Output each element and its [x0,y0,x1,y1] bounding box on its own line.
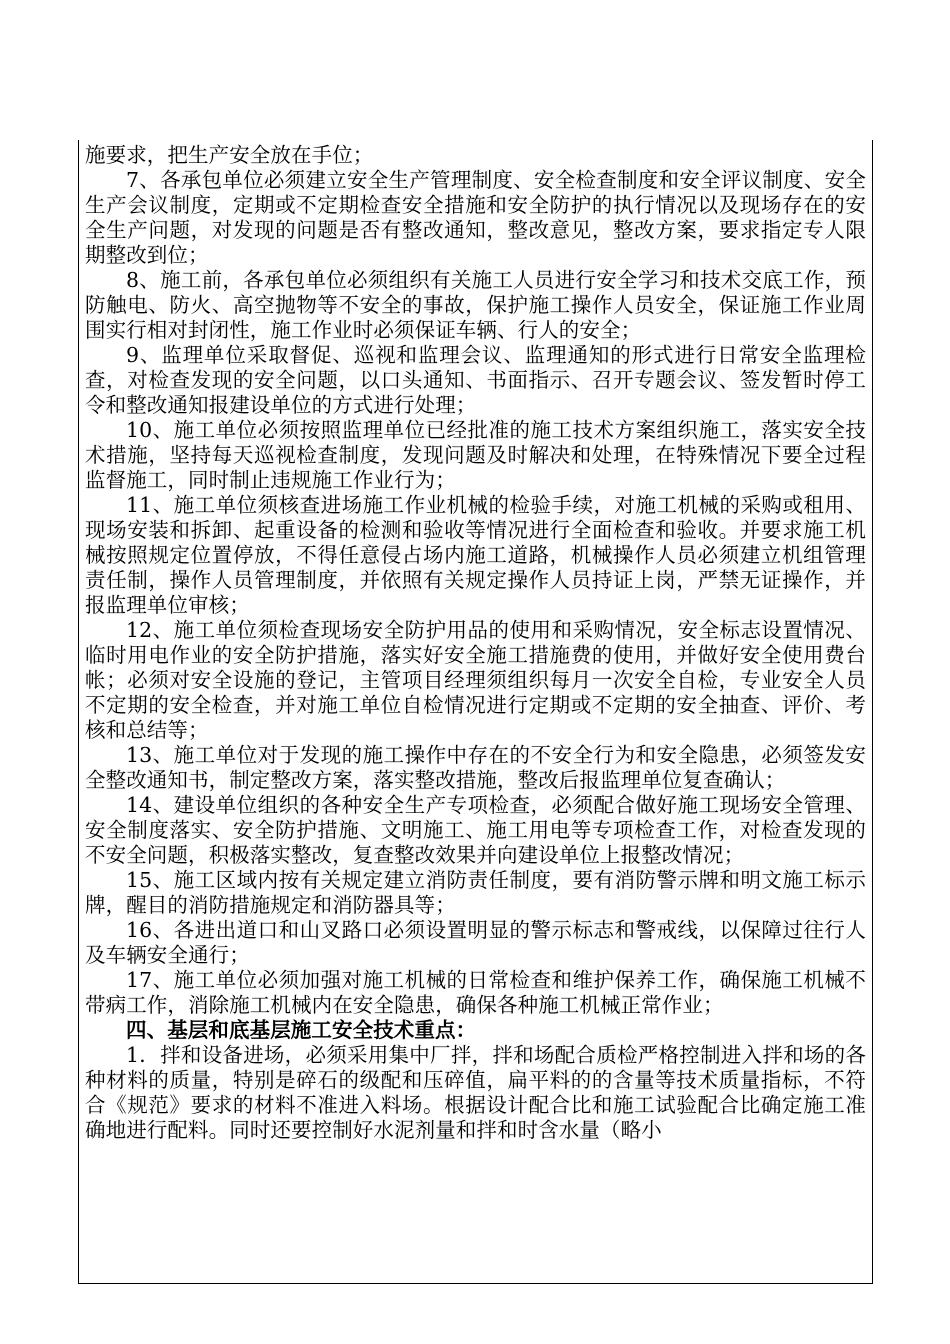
paragraph-item-14: 14、建设单位组织的各种安全生产专项检查，必须配合做好施工现场安全管理、安全制度落实、安全防护措施、文明施工、施工用电等专项检查工作，对检查发现的不安全问题，积极落实整改，复查整改效果并向建设单位上报整改情况； [85,793,866,867]
paragraph-continuation: 施要求，把生产安全放在手位； [85,143,374,167]
document-table-cell [78,140,873,1284]
section-heading: 四、基层和底基层施工安全技术重点： [126,1018,477,1042]
paragraph-item-13: 13、施工单位对于发现的施工操作中存在的不安全行为和安全隐患，必须签发安全整改通知书，制定整改方案，落实整改措施，整改后报监理单位复查确认； [85,743,866,792]
document-body [85,143,866,1143]
paragraph-item-7: 7、各承包单位必须建立安全生产管理制度、安全检查制度和安全评议制度、安全生产会议制度，定期或不定期检查安全措施和安全防护的执行情况以及现场存在的安全生产问题，对发现的问题是否有整改通知，整改意见，整改方案，要求指定专人限期整改到位； [85,168,866,267]
section-paragraph-1: 1．拌和设备进场，必须采用集中厂拌，拌和场配合质检严格控制进入拌和场的各种材料的质量，特别是碎石的级配和压碎值，扁平料的的含量等技术质量指标，不符合《规范》要求的材料不准进入料场。根据设计配合比和施工试验配合比确定施工准确地进行配料。同时还要控制好水泥剂量和拌和时含水量（略小 [85,1043,866,1142]
paragraph-item-11: 11、施工单位须核查进场施工作业机械的检验手续，对施工机械的采购或租用、现场安装和拆卸、起重设备的检测和验收等情况进行全面检查和验收。并要求施工机械按照规定位置停放，不得任意侵占场内施工道路，机械操作人员必须建立机组管理责任制，操作人员管理制度，并依照有关规定操作人员持证上岗，严禁无证操作，并报监理单位审核； [85,493,866,617]
paragraph-item-9: 9、监理单位采取督促、巡视和监理会议、监理通知的形式进行日常安全监理检查，对检查发现的安全问题，以口头通知、书面指示、召开专题会议、签发暂时停工令和整改通知报建设单位的方式进行处理； [85,343,866,417]
paragraph-item-16: 16、各进出道口和山叉路口必须设置明显的警示标志和警戒线，以保障过往行人及车辆安全通行； [85,918,866,967]
paragraph-item-15: 15、施工区域内按有关规定建立消防责任制度，要有消防警示牌和明文施工标示牌，醒目的消防措施规定和消防器具等； [85,868,866,917]
paragraph-item-10: 10、施工单位必须按照监理单位已经批准的施工技术方案组织施工，落实安全技术措施，坚持每天巡视检查制度，发现问题及时解决和处理，在特殊情况下要全过程监督施工，同时制止违规施工作业行为； [85,418,866,492]
paragraph-item-8: 8、施工前，各承包单位必须组织有关施工人员进行安全学习和技术交底工作，预防触电、防火、高空抛物等不安全的事故，保护施工操作人员安全，保证施工作业周围实行相对封闭性，施工作业时必须保证车辆、行人的安全； [85,268,866,342]
paragraph-item-17: 17、施工单位必须加强对施工机械的日常检查和维护保养工作，确保施工机械不带病工作，消除施工机械内在安全隐患，确保各种施工机械正常作业； [85,968,866,1017]
paragraph-item-12: 12、施工单位须检查现场安全防护用品的使用和采购情况，安全标志设置情况、临时用电作业的安全防护措施，落实好安全施工措施费的使用，并做好安全使用费台帐；必须对安全设施的登记，主管项目经理须组织每月一次安全自检，专业安全人员不定期的安全检查，并对施工单位自检情况进行定期或不定期的安全抽查、评价、考核和总结等； [85,618,866,742]
